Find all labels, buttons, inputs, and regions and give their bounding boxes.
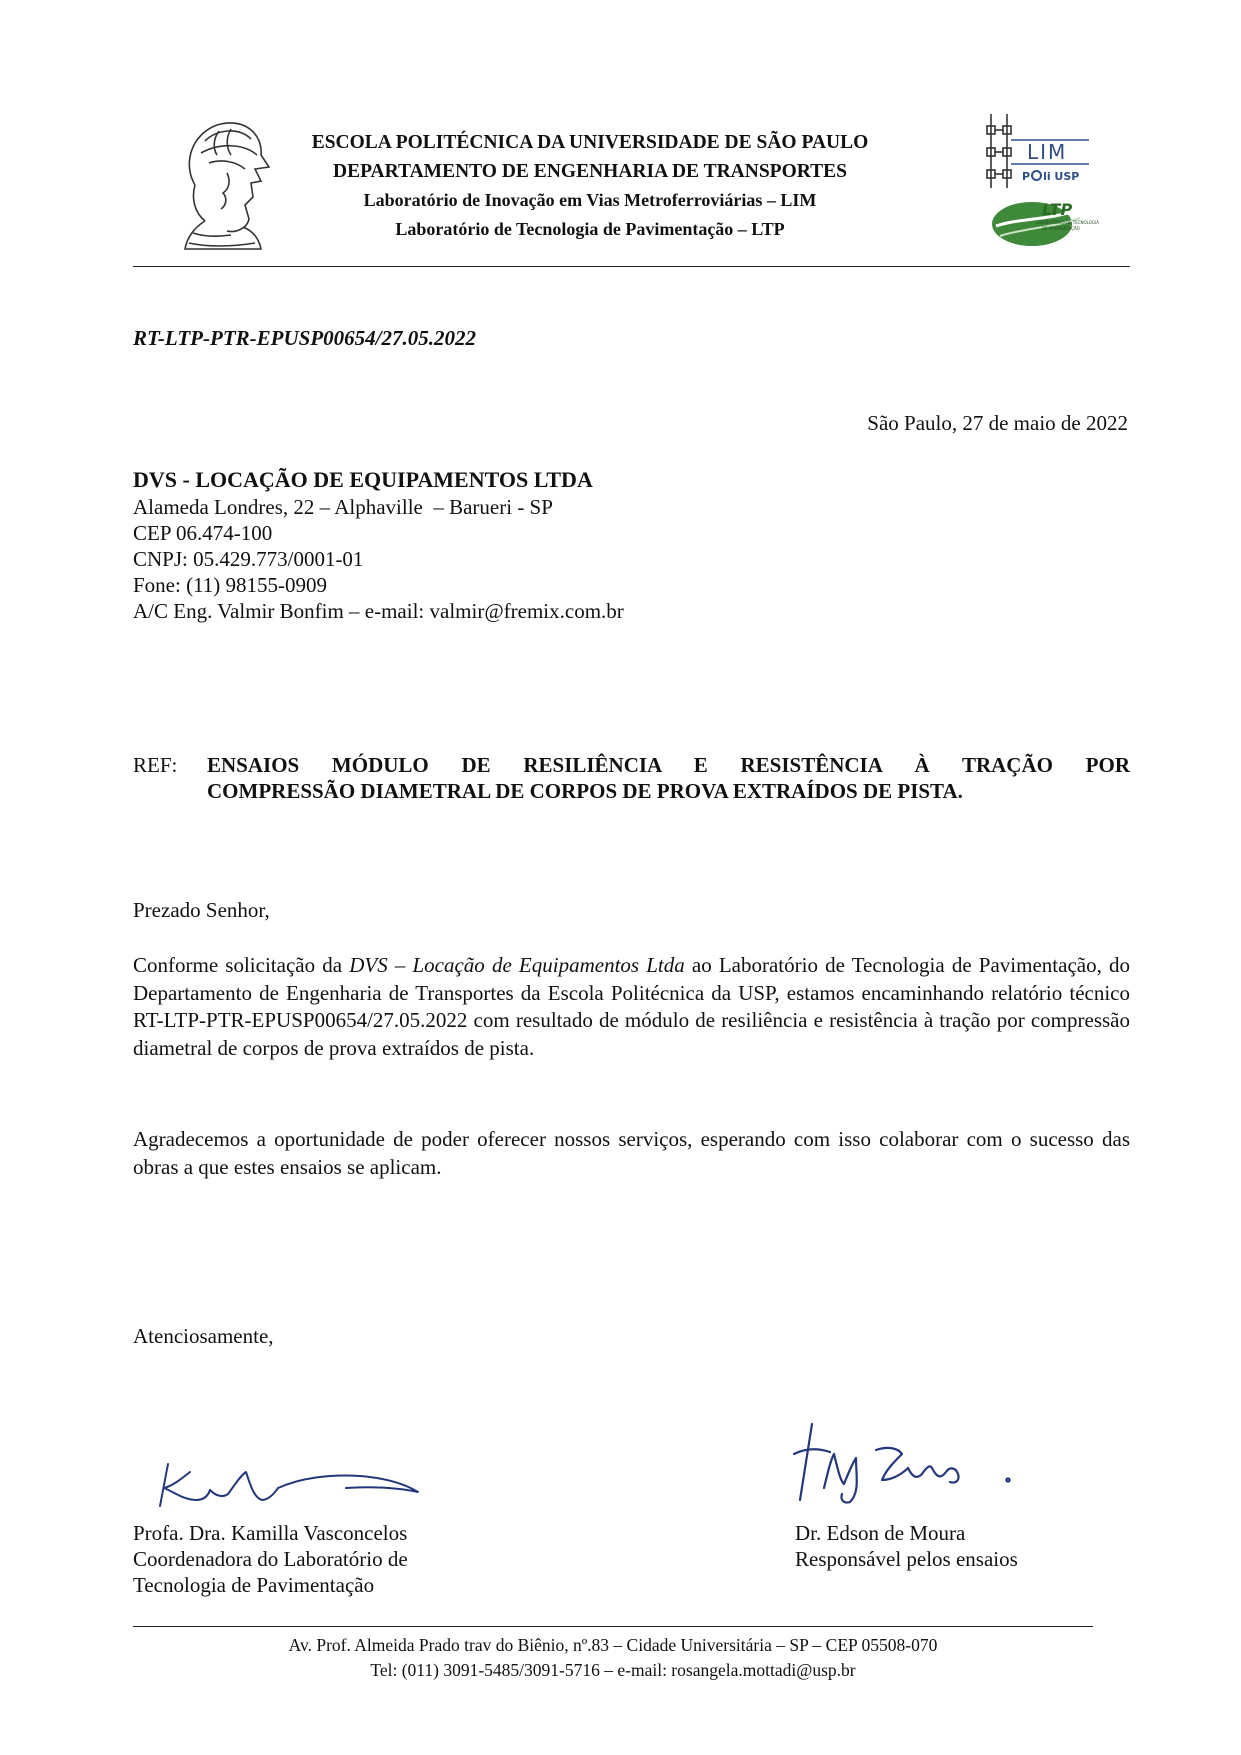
footer-divider [133,1626,1093,1627]
signatory-left [133,1520,408,1598]
footer-contact: Tel: (011) 3091-5485/3091-5716 – e-mail: rosangela.mottadi@usp.br [370,1660,856,1680]
signatory-right-name: Dr. Edson de Moura [795,1521,966,1545]
header-lab-lim: Laboratório de Inovação em Vias Metroferroviárias – LIM [363,190,817,210]
lim-logo-subtitle: P li USP [1022,170,1080,183]
date-line: São Paulo, 27 de maio de 2022 [867,411,1128,435]
recipient-block [133,466,624,624]
report-reference-code: RT-LTP-PTR-EPUSP00654/27.05.2022 [133,326,476,350]
footer-address: Av. Prof. Almeida Prado trav do Biênio, nº.83 – Cidade Universitária – SP – CEP 05508-070 [288,1635,938,1655]
ref-subject [207,752,1130,804]
poli-o-glyph [1031,170,1042,181]
signatory-left-role2: Tecnologia de Pavimentação [133,1573,375,1597]
ltp-logo-text: LTP [1042,200,1073,219]
ref-subject-line2: COMPRESSÃO DIAMETRAL DE CORPOS DE PROVA EXTRAÍDOS DE PISTA. [207,779,963,803]
ltp-logo-sub2: DE PAVIMENTAÇÃO [1042,226,1080,231]
salutation: Prezado Senhor, [133,898,270,922]
signature-right [790,1418,1020,1508]
recipient-cep: CEP 06.474-100 [133,521,273,545]
body-paragraph-2: Agradecemos a oportunidade de poder oferecer nossos serviços, esperando com isso colaborar com o sucesso das obras a que estes ensaios se aplicam. [133,1127,1130,1179]
p1-company: DVS – Locação de Equipamentos Ltda [349,953,685,977]
recipient-company: DVS - LOCAÇÃO DE EQUIPAMENTOS LTDA [133,467,593,492]
header-divider [133,266,1130,267]
ref-label: REF: [133,753,178,777]
header-lab-ltp: Laboratório de Tecnologia de Pavimentação – LTP [395,219,785,239]
body-paragraph-1 [133,952,1130,1062]
header-department: DEPARTAMENTO DE ENGENHARIA DE TRANSPORTES [332,161,848,182]
recipient-address: Alameda Londres, 22 – Alphaville – Barueri - SP [133,495,553,519]
footer [133,1633,1093,1683]
recipient-attention: A/C Eng. Valmir Bonfim – e-mail: valmir@fremix.com.br [133,599,624,623]
ref-subject-line1: ENSAIOS MÓDULO DE RESILIÊNCIA E RESISTÊNCIA À TRAÇÃO POR [207,753,1130,777]
poli-usp-emblem [165,115,280,260]
recipient-phone: Fone: (11) 98155-0909 [133,573,328,597]
institution-header [270,128,910,244]
ltp-logo-sub1: LABORATÓRIO DE TECNOLOGIA [1036,220,1099,225]
recipient-cnpj: CNPJ: 05.429.773/0001-01 [133,547,364,571]
header-school: ESCOLA POLITÉCNICA DA UNIVERSIDADE DE SÃO PAULO [311,132,869,153]
signatory-right-role: Responsável pelos ensaios [795,1547,1018,1571]
signatory-left-role1: Coordenadora do Laboratório de [133,1547,408,1571]
p1-before: Conforme solicitação da [133,953,350,977]
signatory-left-name: Profa. Dra. Kamilla Vasconcelos [133,1521,408,1545]
p1-after: ao Laboratório de Tecnologia de Pavimentação, do Departamento de Engenharia de Transportes da Escola Politécnica da USP, estamos encaminhando relatório técnico RT-LTP-PTR-EPUSP00654/27.05.2022 com resultado de módulo de resiliência e resistência à tração por compressão diametral de corpos de prova extraídos de pista. [133,953,1130,1060]
closing: Atenciosamente, [133,1324,274,1348]
ltp-logo [990,196,1099,248]
lim-logo [985,112,1095,190]
signature-left [150,1450,440,1515]
lim-logo-text: LIM [1027,140,1068,164]
signatory-right [795,1520,1018,1572]
